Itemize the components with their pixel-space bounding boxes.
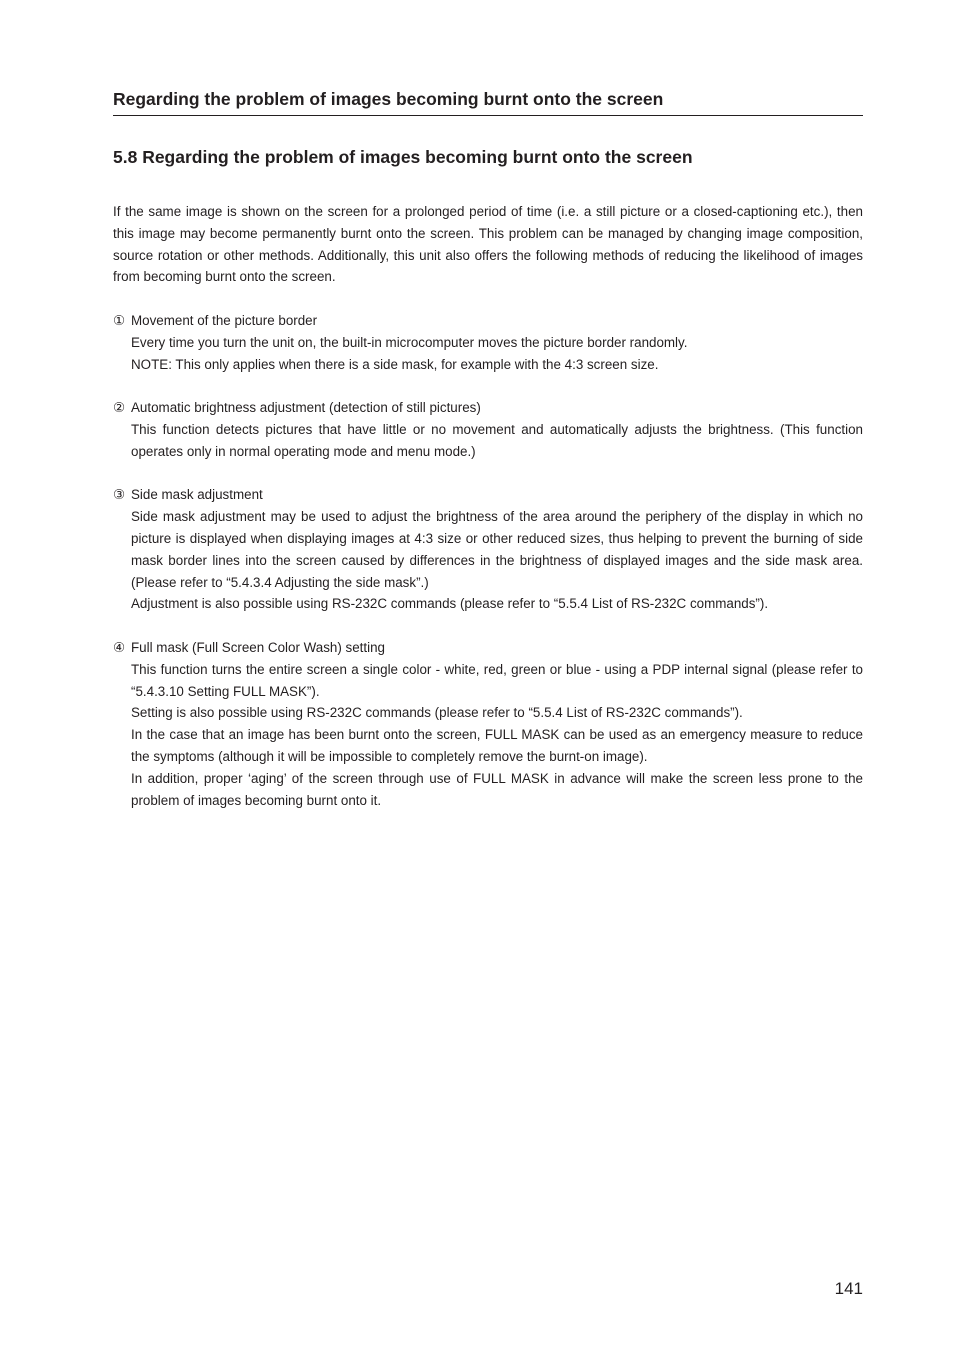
item-heading bbox=[113, 310, 863, 332]
section-title: 5.8 Regarding the problem of images becoming burnt onto the screen bbox=[113, 147, 693, 167]
item-note: NOTE: This only applies when there is a side mask, for example with the 4:3 screen size. bbox=[131, 356, 659, 372]
item-title: Automatic brightness adjustment (detection of still pictures) bbox=[131, 400, 481, 416]
item-heading bbox=[113, 637, 863, 659]
item-number: ① bbox=[113, 312, 126, 328]
item-body bbox=[113, 659, 863, 812]
item-paragraph: In the case that an image has been burnt onto the screen, FULL MASK can be used as an emergency measure to reduce the symptoms (although it will be impossible to completely remove the burnt-on image). bbox=[131, 727, 863, 764]
list-item-auto-brightness bbox=[113, 397, 863, 462]
list-item-full-mask bbox=[113, 637, 863, 811]
item-body bbox=[113, 506, 863, 615]
item-heading bbox=[113, 397, 863, 419]
item-body bbox=[113, 419, 863, 463]
item-paragraph: Setting is also possible using RS-232C commands (please refer to “5.5.4 List of RS-232C commands”). bbox=[131, 705, 743, 721]
section-body bbox=[113, 201, 863, 811]
item-paragraph: Adjustment is also possible using RS-232C commands (please refer to “5.5.4 List of RS-232C commands”). bbox=[131, 596, 769, 612]
item-title: Side mask adjustment bbox=[131, 487, 263, 503]
item-paragraph: In addition, proper ‘aging’ of the screen through use of FULL MASK in advance will make the screen less prone to the problem of images becoming burnt onto it. bbox=[131, 770, 863, 808]
item-number: ③ bbox=[113, 487, 126, 503]
running-header: Regarding the problem of images becoming burnt onto the screen bbox=[113, 88, 863, 116]
item-number: ④ bbox=[113, 639, 126, 655]
page-number: 141 bbox=[834, 1279, 863, 1298]
item-number: ② bbox=[113, 400, 126, 416]
item-paragraph: This function detects pictures that have little or no movement and automatically adjusts the brightness. (This function operates only in normal operating mode and menu mode.) bbox=[131, 421, 863, 459]
intro-paragraph: If the same image is shown on the screen for a prolonged period of time (i.e. a still picture or a closed-captioning etc.), then this image may become permanently burnt onto the screen. This problem can be managed by changing image composition, source rotation or other methods. Additionally, this unit also offers the following methods of reducing the likelihood of images from becoming burnt onto the screen. bbox=[113, 204, 863, 285]
item-title: Movement of the picture border bbox=[131, 312, 318, 328]
item-paragraph: Side mask adjustment may be used to adjust the brightness of the area around the periphery of the display in which no picture is displayed when displaying images at 4:3 size or other reduced sizes, thus helping to prevent the burning of side mask border lines into the screen caused by differences in the brightness of displayed images and the side mask area. (Please refer to “5.4.3.4 Adjusting the side mask”.) bbox=[131, 509, 863, 590]
item-heading bbox=[113, 484, 863, 506]
item-paragraph: This function turns the entire screen a single color - white, red, green or blue - using a PDP internal signal (please refer to “5.4.3.10 Setting FULL MASK”). bbox=[131, 661, 863, 699]
item-paragraph: Every time you turn the unit on, the built-in microcomputer moves the picture border randomly. bbox=[131, 334, 688, 350]
list-item-picture-border bbox=[113, 310, 863, 375]
list-item-side-mask bbox=[113, 484, 863, 615]
item-body bbox=[113, 332, 863, 376]
item-title: Full mask (Full Screen Color Wash) setting bbox=[131, 639, 385, 655]
